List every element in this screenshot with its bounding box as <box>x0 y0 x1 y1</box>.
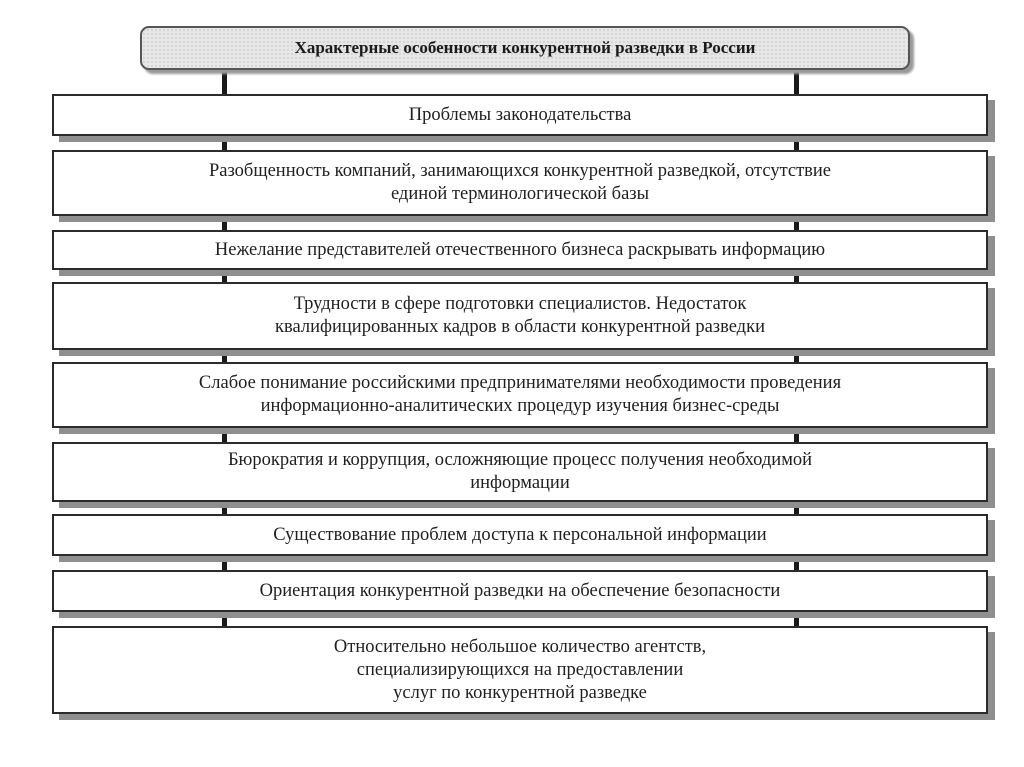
feature-box-4 <box>52 282 988 350</box>
feature-box-6 <box>52 442 988 502</box>
feature-text: Проблемы законодательства <box>408 104 632 125</box>
feature-text: Относительно небольшое количество агентств, специализирующихся на предоставлении услуг по конкурентной разведке <box>333 636 707 703</box>
diagram-title <box>140 26 910 70</box>
feature-box-3 <box>52 230 988 270</box>
feature-text: Трудности в сфере подготовки специалистов. Недостаток квалифицированных кадров в области конкурентной разведки <box>275 294 765 337</box>
feature-text: Существование проблем доступа к персональной информации <box>273 524 767 545</box>
feature-box-2 <box>52 150 988 216</box>
feature-box-7 <box>52 514 988 556</box>
feature-text: Бюрократия и коррупция, осложняющие процесс получения необходимой информации <box>227 450 813 493</box>
feature-box-1 <box>52 94 988 136</box>
feature-box-5 <box>52 362 988 428</box>
connector-left-0 <box>222 70 227 96</box>
feature-text: Нежелание представителей отечественного бизнеса раскрывать информацию <box>214 239 826 260</box>
feature-box-9 <box>52 626 988 714</box>
feature-text: Ориентация конкурентной разведки на обеспечение безопасности <box>259 580 781 601</box>
connector-right-0 <box>794 70 799 96</box>
feature-box-8 <box>52 570 988 612</box>
diagram-title-text: Характерные особенности конкурентной разведки в России <box>294 38 756 57</box>
feature-text: Слабое понимание российскими предпринимателями необходимости проведения информационно-аналитических процедур изучения бизнес-среды <box>198 373 842 416</box>
feature-text: Разобщенность компаний, занимающихся конкурентной разведкой, отсутствие единой терминологической базы <box>208 161 832 204</box>
